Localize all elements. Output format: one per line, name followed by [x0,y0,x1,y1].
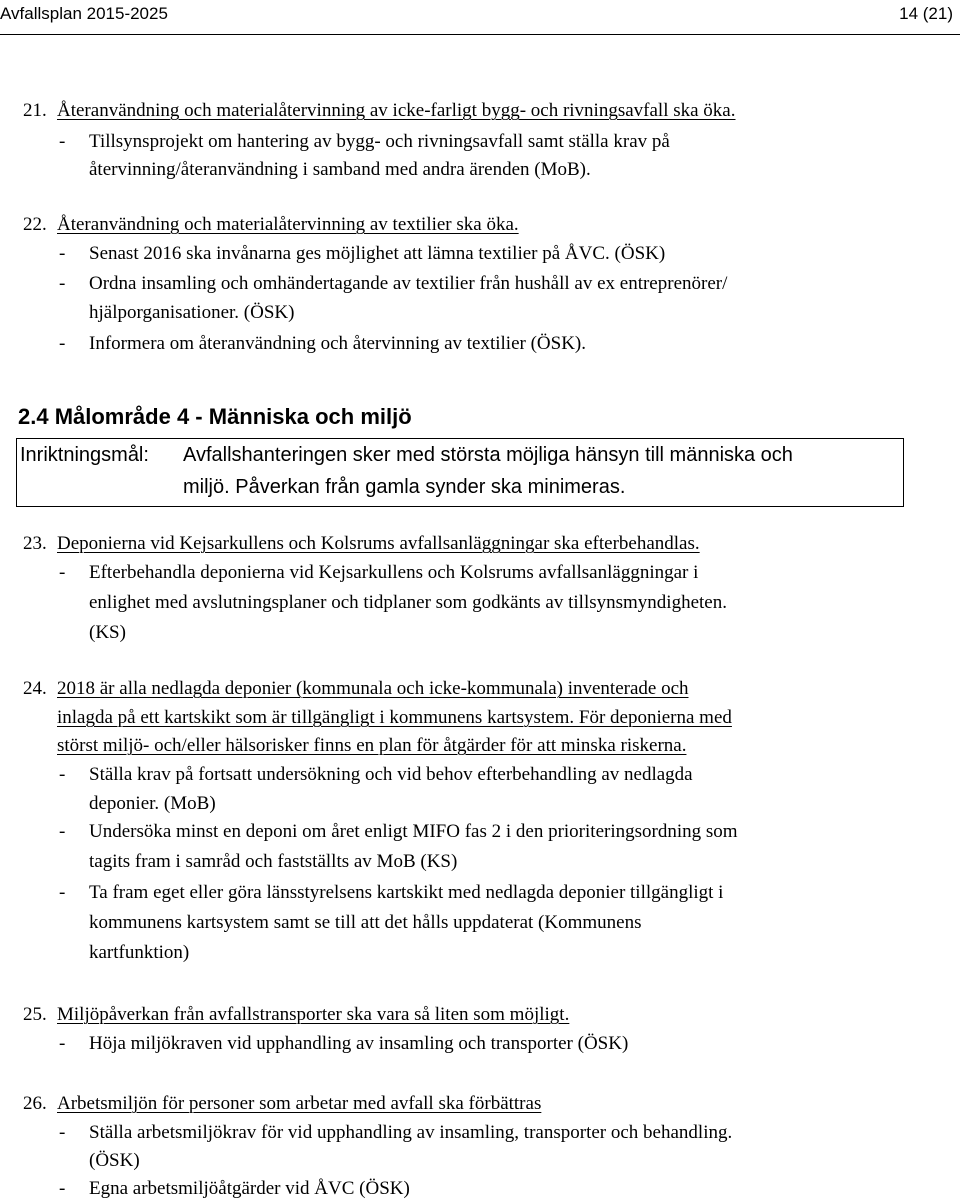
page-header [0,0,960,36]
action-line: tagits fram i samråd och fastställts av MoB (KS) [89,851,458,872]
bullet-dash: - [59,1033,66,1054]
goal-text: störst miljö- och/eller hälsorisker finns en plan för åtgärder för att minska riskerna. [57,735,687,756]
goal-23 [23,533,700,555]
goal-text: Deponierna vid Kejsarkullens och Kolsrums avfallsanläggningar ska efterbehandlas. [57,533,700,554]
target-text: Avfallshanteringen sker med största möjliga hänsyn till människa och [183,444,793,466]
action-line: Efterbehandla deponierna vid Kejsarkullens och Kolsrums avfallsanläggningar i [89,562,699,583]
bullet-dash: - [59,243,66,264]
target-text: miljö. Påverkan från gamla synder ska minimeras. [183,476,626,498]
goal-number: 25. [23,1004,47,1025]
goal-text: Återanvändning och materialåtervinning av icke-farligt bygg- och rivningsavfall ska öka. [57,100,736,121]
bullet-dash: - [59,1122,66,1143]
action-line: Ställa arbetsmiljökrav för vid upphandling av insamling, transporter och behandling. [89,1122,733,1143]
goal-text: Återanvändning och materialåtervinning av textilier ska öka. [57,214,519,235]
goal-text: 2018 är alla nedlagda deponier (kommunala och icke-kommunala) inventerade och [57,678,689,699]
goal-25 [23,1004,570,1026]
action-line: Ta fram eget eller göra länsstyrelsens kartskikt med nedlagda deponier tillgängligt i [89,882,724,903]
goal-text: inlagda på ett kartskikt som är tillgängligt i kommunens kartsystem. För deponierna med [57,707,732,728]
header-divider [0,34,960,35]
document-title: Avfallsplan 2015-2025 [0,4,168,23]
goal-22 [23,214,519,236]
action-line: hjälporganisationer. (ÖSK) [89,302,295,323]
goal-text: Miljöpåverkan från avfallstransporter ska vara så liten som möjligt. [57,1004,570,1025]
target-box [16,438,904,507]
action-line: (KS) [89,622,126,643]
bullet-dash: - [59,333,66,354]
goal-number: 24. [23,678,47,699]
bullet-dash: - [59,764,66,785]
action-line: deponier. (MoB) [89,793,216,814]
action-line: kartfunktion) [89,942,190,963]
page-number: 14 (21) [899,4,953,23]
goal-number: 21. [23,100,47,121]
goal-21 [23,100,736,122]
goal-26 [23,1093,542,1115]
action-line: återvinning/återanvändning i samband med andra ärenden (MoB). [89,159,591,180]
action-line: kommunens kartsystem samt se till att det hålls uppdaterat (Kommunens [89,912,642,933]
bullet-dash: - [59,562,66,583]
goal-text: Arbetsmiljön för personer som arbetar med avfall ska förbättras [57,1093,542,1114]
action-line: Tillsynsprojekt om hantering av bygg- och rivningsavfall samt ställa krav på [89,131,670,152]
action-line: Ordna insamling och omhändertagande av textilier från hushåll av ex entreprenörer/ [89,273,728,294]
bullet-dash: - [59,882,66,903]
section-heading: 2.4 Målområde 4 - Människa och miljö [18,404,412,429]
action-line: enlighet med avslutningsplaner och tidplaner som godkänts av tillsynsmyndigheten. [89,592,727,613]
action-line: Höja miljökraven vid upphandling av insamling och transporter (ÖSK) [89,1033,629,1054]
bullet-dash: - [59,1178,66,1199]
action-line: (ÖSK) [89,1150,140,1171]
action-line: Ställa krav på fortsatt undersökning och vid behov efterbehandling av nedlagda [89,764,693,785]
target-label: Inriktningsmål: [20,444,149,466]
action-line: Egna arbetsmiljöåtgärder vid ÅVC (ÖSK) [89,1178,410,1199]
action-line: Informera om återanvändning och återvinning av textilier (ÖSK). [89,333,586,354]
goal-number: 26. [23,1093,47,1114]
bullet-dash: - [59,273,66,294]
goal-number: 22. [23,214,47,235]
action-line: Undersöka minst en deponi om året enligt MIFO fas 2 i den prioriteringsordning som [89,821,738,842]
bullet-dash: - [59,821,66,842]
goal-number: 23. [23,533,47,554]
action-line: Senast 2016 ska invånarna ges möjlighet att lämna textilier på ÅVC. (ÖSK) [89,243,666,264]
bullet-dash: - [59,131,66,152]
